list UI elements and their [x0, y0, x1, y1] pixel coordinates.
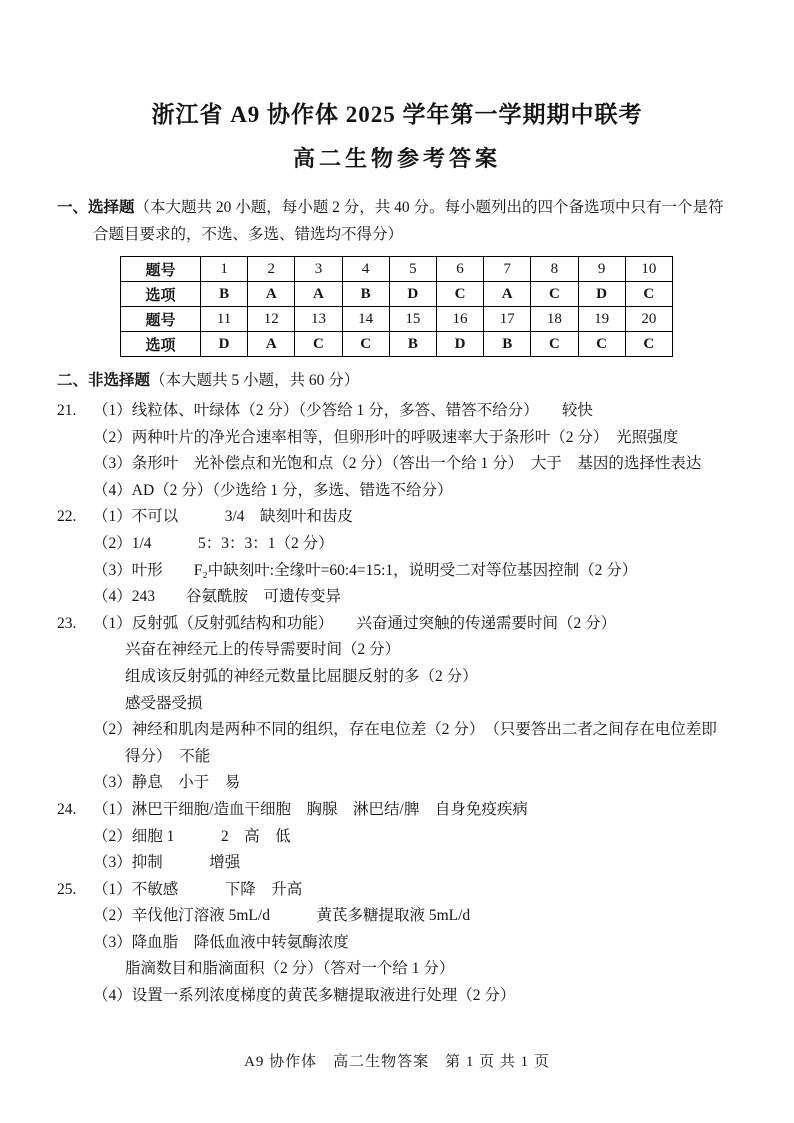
answer-line-text: （1）不可以 3/4 缺刻叶和齿皮: [93, 508, 354, 526]
table-row-options-2: [121, 332, 673, 357]
answer-line-text: 兴奋在神经元上的传导需要时间（2 分）: [125, 641, 401, 659]
question-number: [57, 664, 93, 691]
answer-line-text: 得分） 不能: [125, 747, 211, 765]
answer-line-text: （3）叶形 F₂中缺刻叶:全缘叶=60:4=15:1，说明受二对等位基因控制（2 分）: [93, 561, 638, 579]
question-number-cell: 2: [248, 257, 295, 282]
question-number: 21.: [57, 402, 77, 419]
section-1-label: 一、选择题: [57, 199, 135, 216]
answer-line-text: （1）不敏感 下降 升高: [93, 880, 303, 898]
section-2-label: 二、非选择题: [57, 372, 151, 389]
question-number-cell: 15: [389, 307, 436, 332]
question-number-cell: 18: [531, 307, 578, 332]
question-number: [57, 744, 93, 771]
question-number: [57, 850, 93, 877]
question-number-cell: 16: [436, 307, 483, 332]
question-number: [57, 903, 93, 930]
question-number: [57, 717, 93, 744]
answer-line-text: （1）线粒体、叶绿体（2 分）（少答给 1 分，多答、错答不给分） 较快: [93, 402, 593, 419]
question-number: [57, 956, 93, 983]
question-number-cell: 1: [201, 257, 248, 282]
question-number: [57, 451, 93, 478]
answer-line: [57, 930, 737, 957]
answer-option-cell: D: [578, 282, 625, 307]
answer-line-text: 组成该反射弧的神经元数量比屈腿反射的多（2 分）: [125, 667, 478, 685]
answer-option-cell: C: [625, 282, 672, 307]
answer-line: [57, 983, 737, 1010]
question-number-cell: 7: [484, 257, 531, 282]
answer-line: [57, 398, 737, 425]
answer-option-cell: D: [436, 332, 483, 357]
answer-line: [57, 584, 737, 611]
answer-option-cell: A: [295, 282, 342, 307]
table-row-numbers-2: [121, 307, 673, 332]
answer-line: [57, 691, 737, 718]
question-number: [57, 930, 93, 957]
question-number-cell: 4: [342, 257, 389, 282]
question-number: [57, 637, 93, 664]
answer-line-text: （3）静息 小于 易: [93, 774, 241, 792]
table-row-numbers-1: [121, 257, 673, 282]
section-2-desc: （本大题共 5 小题，共 60 分）: [150, 372, 360, 389]
question-number: [57, 584, 93, 611]
answer-line: [57, 531, 737, 558]
page-footer: A9 协作体 高二生物答案 第 1 页 共 1 页: [244, 1054, 550, 1070]
answer-option-cell: B: [201, 282, 248, 307]
question-number: 25.: [57, 880, 77, 898]
answer-line: [57, 425, 737, 452]
row-label: 题号: [121, 257, 201, 282]
answer-line-text: （3）降血脂 降低血液中转氨酶浓度: [93, 933, 349, 951]
question-number: [57, 558, 93, 585]
question-22: [57, 504, 737, 610]
answer-line-text: 脂滴数目和脂滴面积（2 分）（答对一个给 1 分）: [125, 960, 455, 978]
answer-option-cell: D: [201, 332, 248, 357]
answer-option-cell: D: [389, 282, 436, 307]
answer-option-cell: C: [578, 332, 625, 357]
question-number: 24.: [57, 800, 77, 818]
answer-line-text: （3）条形叶 光补偿点和光饱和点（2 分）（答出一个给 1 分） 大于 基因的选择性表达: [93, 455, 702, 473]
answer-line: [57, 504, 737, 531]
answer-line-text: （1）反射弧（反射弧结构和功能） 兴奋通过突触的传递需要时间（2 分）: [93, 614, 617, 632]
answer-line: [57, 558, 737, 585]
answer-option-cell: B: [484, 332, 531, 357]
question-23: [57, 611, 737, 797]
question-number: [57, 425, 93, 452]
answer-option-cell: C: [625, 332, 672, 357]
question-number-cell: 9: [578, 257, 625, 282]
question-number-cell: 6: [436, 257, 483, 282]
answer-line-text: （2）两种叶片的净光合速率相等，但卵形叶的呼吸速率大于条形叶（2 分） 光照强度: [93, 428, 679, 446]
row-label: 题号: [121, 307, 201, 332]
answer-option-cell: C: [436, 282, 483, 307]
answer-line: [57, 877, 737, 904]
answer-line: [57, 770, 737, 797]
answer-line-text: 感受器受损: [125, 694, 203, 712]
answer-line: [57, 664, 737, 691]
answer-line: [57, 797, 737, 824]
answer-line: [57, 956, 737, 983]
answer-line: [57, 478, 737, 505]
question-number-cell: 5: [389, 257, 436, 282]
answer-option-cell: C: [295, 332, 342, 357]
question-number: [57, 531, 93, 558]
question-number-cell: 13: [295, 307, 342, 332]
answer-option-cell: B: [342, 282, 389, 307]
answer-line-text: （1）淋巴干细胞/造血干细胞 胸腺 淋巴结/脾 自身免疫疾病: [93, 800, 528, 818]
answer-line: [57, 637, 737, 664]
answer-line-text: （4）设置一系列浓度梯度的黄芪多糖提取液进行处理（2 分）: [93, 987, 516, 1005]
question-number-cell: 20: [625, 307, 672, 332]
answer-option-cell: C: [342, 332, 389, 357]
answer-line: [57, 903, 737, 930]
question-number-cell: 17: [484, 307, 531, 332]
question-24: [57, 797, 737, 877]
answer-key-title: 高二生物参考答案: [292, 146, 501, 171]
question-number-cell: 8: [531, 257, 578, 282]
question-number-cell: 10: [625, 257, 672, 282]
row-label: 选项: [121, 332, 201, 357]
answer-line-text: （2）1/4 5：3：3：1（2 分）: [93, 534, 334, 552]
question-number-cell: 11: [201, 307, 248, 332]
question-number-cell: 3: [295, 257, 342, 282]
section-1-desc: （本大题共 20 小题，每小题 2 分，共 40 分。每小题列出的四个备选项中只有一个是符合题目要求的，不选、多选、错选均不得分）: [93, 199, 724, 243]
answer-line-text: （4）AD（2 分）（少选给 1 分，多选、错选不给分）: [93, 481, 453, 499]
answer-line-text: （4）243 谷氨酰胺 可遗传变异: [93, 588, 342, 606]
answer-option-cell: A: [248, 332, 295, 357]
answer-option-cell: A: [484, 282, 531, 307]
answer-option-cell: C: [531, 282, 578, 307]
answer-option-cell: A: [248, 282, 295, 307]
question-number-cell: 14: [342, 307, 389, 332]
answer-line: [57, 717, 737, 744]
answer-line-text: （3）抑制 增强: [93, 854, 241, 872]
question-number: [57, 478, 93, 505]
answer-line: [57, 744, 737, 771]
answer-line-text: （2）辛伐他汀溶液 5mL/d 黄芪多糖提取液 5mL/d: [93, 907, 471, 925]
question-number: [57, 691, 93, 718]
answer-option-cell: B: [389, 332, 436, 357]
exam-title: 浙江省 A9 协作体 2025 学年第一学期期中联考: [151, 102, 643, 127]
answer-line-text: （2）细胞 1 2 高 低: [93, 827, 291, 845]
answer-line: [57, 611, 737, 638]
answer-table: [120, 256, 673, 357]
section-2-heading: [57, 367, 737, 394]
question-number: [57, 824, 93, 851]
question-number: [57, 983, 93, 1010]
row-label: 选项: [121, 282, 201, 307]
answer-line: [57, 824, 737, 851]
question-25: [57, 877, 737, 1010]
question-21: [57, 398, 737, 504]
question-number: [57, 770, 93, 797]
answer-option-cell: C: [531, 332, 578, 357]
table-row-options-1: [121, 282, 673, 307]
answer-section: [57, 398, 737, 1010]
question-number: 23.: [57, 614, 77, 632]
question-number-cell: 19: [578, 307, 625, 332]
section-1-heading: [57, 194, 737, 248]
answer-line: [57, 451, 737, 478]
question-number-cell: 12: [248, 307, 295, 332]
answer-line-text: （2）神经和肌肉是两种不同的组织，存在电位差（2 分） （只要答出二者之间存在电位差即: [93, 721, 717, 739]
answer-line: [57, 850, 737, 877]
question-number: 22.: [57, 508, 77, 526]
